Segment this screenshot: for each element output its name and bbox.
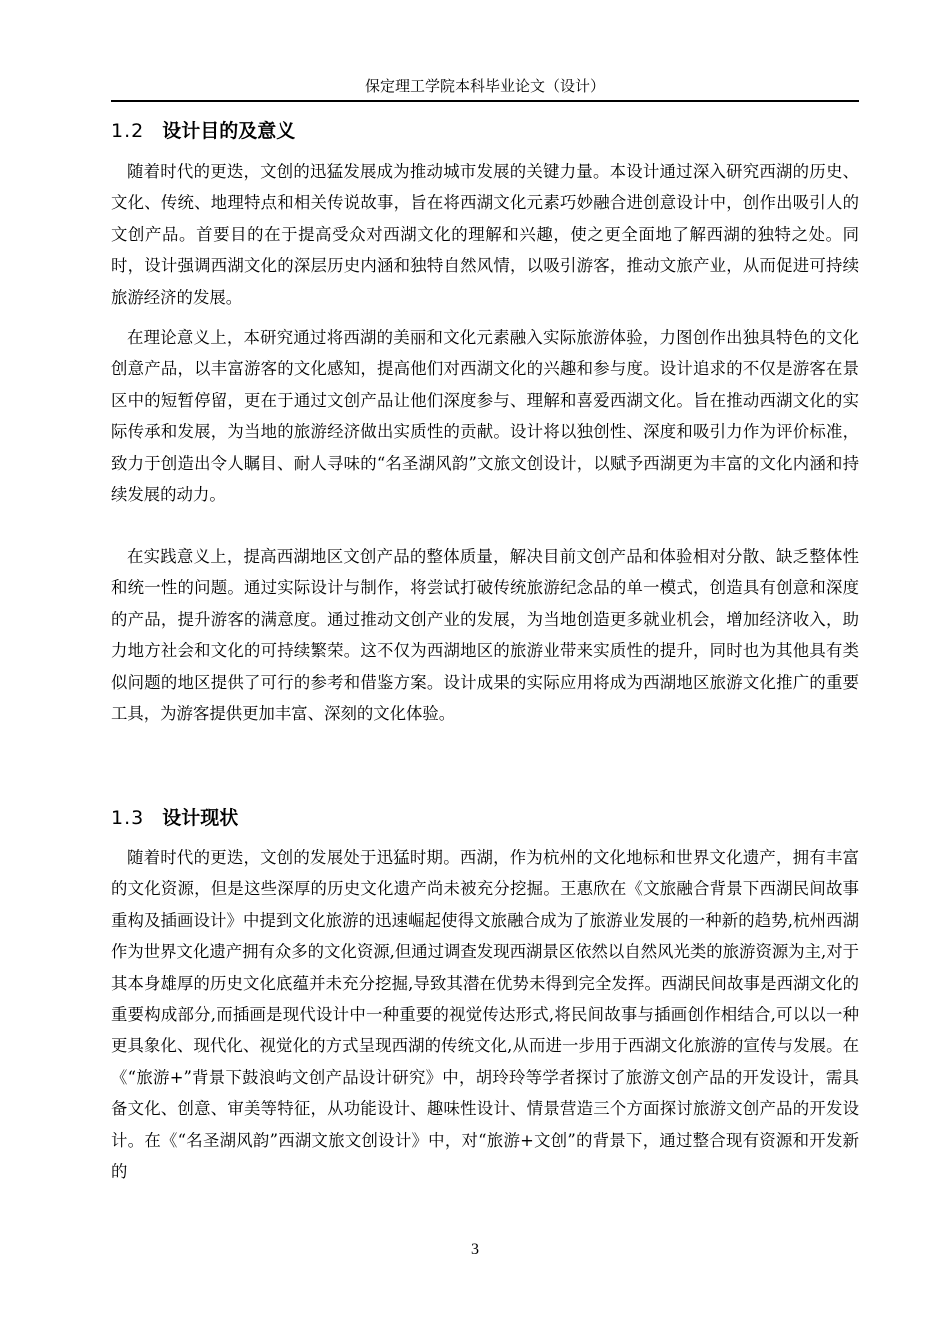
section-title: 设计现状 — [162, 807, 239, 829]
section-heading-1-2 — [111, 118, 859, 144]
section-heading-1-3 — [111, 805, 859, 831]
header-rule — [111, 100, 859, 102]
section-number: 1.3 — [111, 807, 145, 829]
paragraph-1-2-practice: 在实践意义上，提高西湖地区文创产品的整体质量，解决目前文创产品和体验相对分散、缺乏整体性和统一性的问题。通过实际设计与制作，将尝试打破传统旅游纪念品的单一模式，创造具有创意和深度的产品，提升游客的满意度。通过推动文创产业的发展，为当地创造更多就业机会，增加经济收入，助力地方社会和文化的可持续繁荣。这不仅为西湖地区的旅游业带来实质性的提升，同时也为其他具有类似问题的地区提供了可行的参考和借鉴方案。设计成果的实际应用将成为西湖地区旅游文化推广的重要工具，为游客提供更加丰富、深刻的文化体验。 — [111, 547, 859, 724]
paragraph-1-2-theory: 在理论意义上，本研究通过将西湖的美丽和文化元素融入实际旅游体验，力图创作出独具特色的文化创意产品，以丰富游客的文化感知，提高他们对西湖文化的兴趣和参与度。设计追求的不仅是游客在景区中的短暂停留，更在于通过文创产品让他们深度参与、理解和喜爱西湖文化。旨在推动西湖文化的实际传承和发展，为当地的旅游经济做出实质性的贡献。设计将以独创性、深度和吸引力作为评价标准，致力于创造出令人瞩目、耐人寻味的“名圣湖风韵”文旅文创设计，以赋予西湖更为丰富的文化内涵和持续发展的动力。 — [111, 328, 859, 505]
section-number: 1.2 — [111, 120, 145, 142]
page-number: 3 — [471, 1241, 479, 1258]
paragraph-1-2-purpose: 随着时代的更迭，文创的迅猛发展成为推动城市发展的关键力量。本设计通过深入研究西湖的历史、文化、传统、地理特点和相关传说故事，旨在将西湖文化元素巧妙融合进创意设计中，创作出吸引人的文创产品。首要目的在于提高受众对西湖文化的理解和兴趣，使之更全面地了解西湖的独特之处。同时，设计强调西湖文化的深层历史内涵和独特自然风情，以吸引游客，推动文旅产业，从而促进可持续旅游经济的发展。 — [111, 162, 859, 307]
paragraph-1-3-status: 随着时代的更迭，文创的发展处于迅猛时期。西湖，作为杭州的文化地标和世界文化遗产，拥有丰富的文化资源，但是这些深厚的历史文化遗产尚未被充分挖掘。王惠欣在《文旅融合背景下西湖民间故事重构及插画设计》中提到文化旅游的迅速崛起使得文旅融合成为了旅游业发展的一种新的趋势,杭州西湖作为世界文化遗产拥有众多的文化资源,但通过调查发现西湖景区依然以自然风光类的旅游资源为主,对于其本身雄厚的历史文化底蕴并未充分挖掘,导致其潜在优势未得到完全发挥。西湖民间故事是西湖文化的重要构成部分,而插画是现代设计中一种重要的视觉传达形式,将民间故事与插画创作相结合,可以以一种更具象化、现代化、视觉化的方式呈现西湖的传统文化,从而进一步用于西湖文化旅游的宣传与发展。在《“旅游+”背景下鼓浪屿文创产品设计研究》中，胡玲玲等学者探讨了旅游文创产品的开发设计，需具备文化、创意、审美等特征，从功能设计、趣味性设计、情景营造三个方面探讨旅游文创产品的开发设计。在《“名圣湖风韵”西湖文旅文创设计》中，对“旅游+文创”的背景下，通过整合现有资源和开发新的 — [111, 848, 859, 1182]
running-header: 保定理工学院本科毕业论文（设计） — [364, 77, 605, 95]
section-title: 设计目的及意义 — [162, 120, 296, 142]
